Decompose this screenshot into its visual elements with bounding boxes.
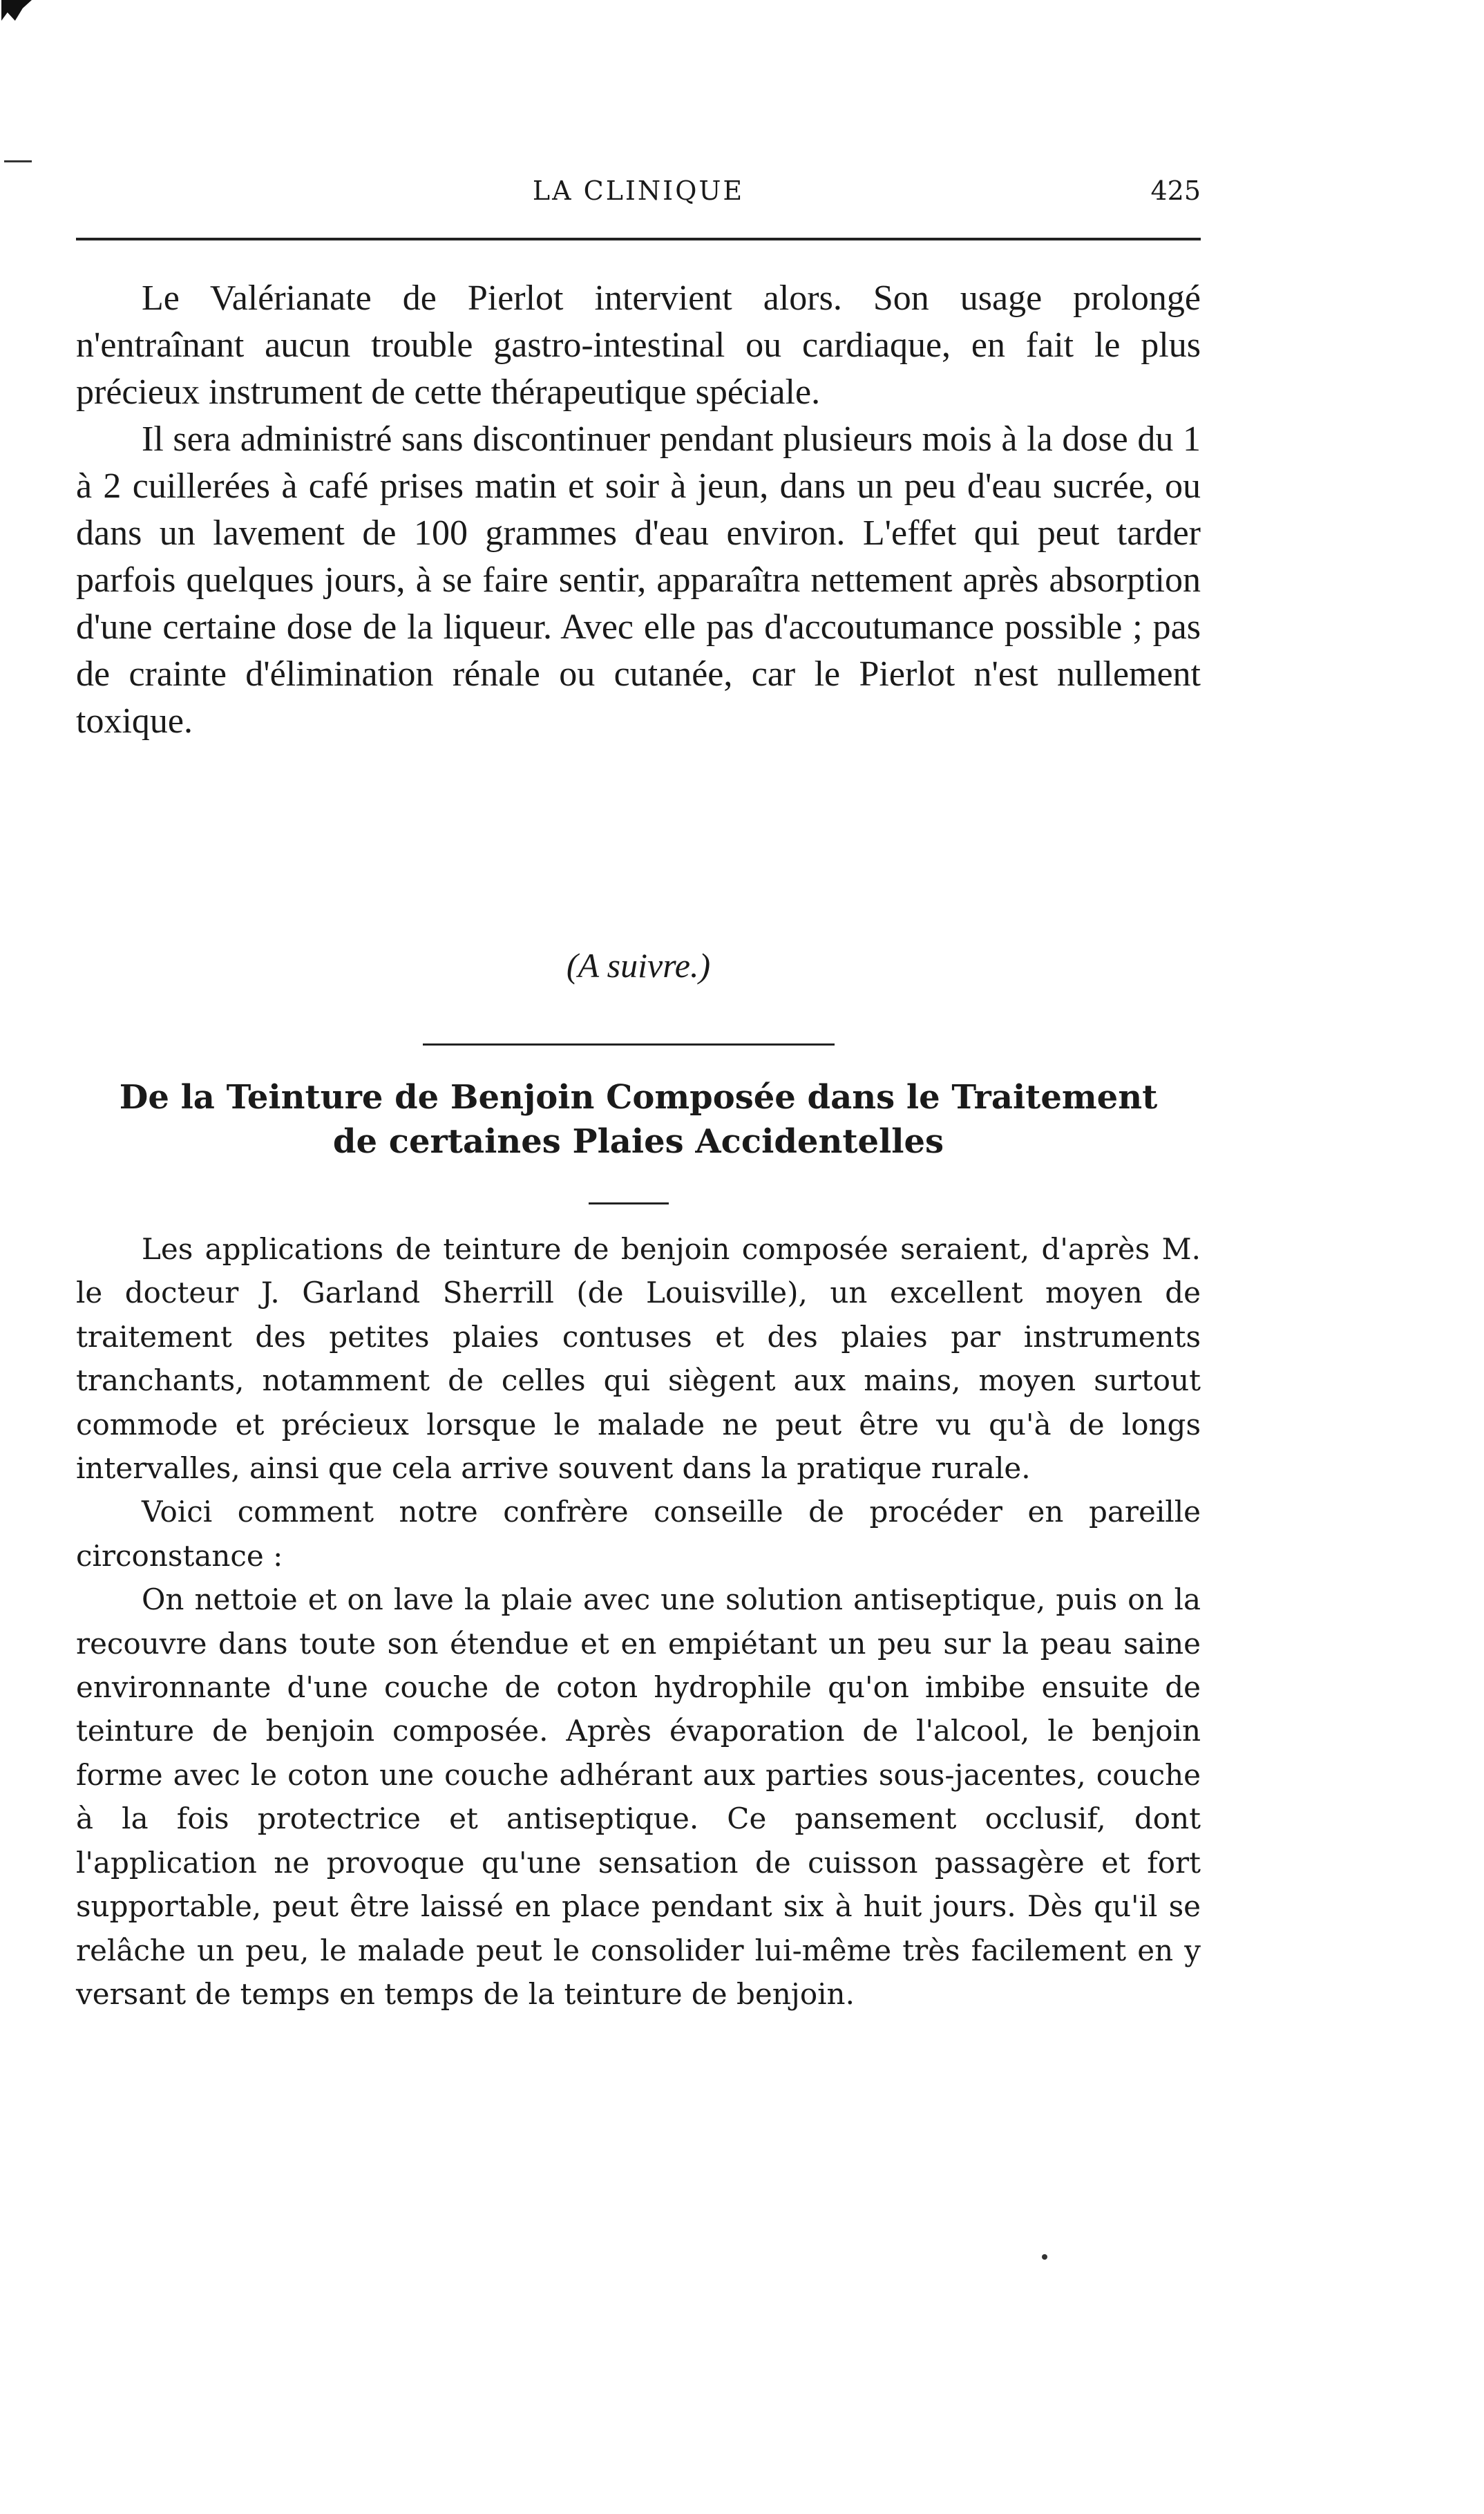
continuation-note: (A suivre.) — [566, 946, 711, 985]
running-header — [76, 176, 1201, 217]
paragraph: Le Valérianate de Pierlot intervient alors. Son usage prolongé n'entraînant aucun trouble gastro-intestinal ou cardiaque, en fait le plus précieux instrument de cette thérapeutique spéciale. — [76, 278, 1201, 412]
paragraph: On nettoie et on lave la plaie avec une solution antiseptique, puis on la recouvre dans toute son étendue et en empiétant un peu sur la peau saine environnante d'une couche de coton hydrophile qu'on imbibe ensuite de teinture de benjoin composée. Après évaporation de l'alcool, le benjoin forme avec le coton une couche adhérant aux parties sous-jacentes, couche à la fois protectrice et antiseptique. Ce pansement occlusif, dont l'application ne provoque qu'une sensation de cuisson passagère et fort supportable, peut être laissé en place pendant six à huit jours. Dès qu'il se relâche un peu, le malade peut le consolider lui-même très facilement en y versant de temps en temps de la teinture de benjoin. — [76, 1582, 1201, 2011]
title-rule — [589, 1202, 669, 1204]
article-title — [76, 1075, 1201, 1164]
section-valerianate — [76, 275, 1201, 745]
paragraph: Les applications de teinture de benjoin composée seraient, d'après M. le docteur J. Garland Sherrill (de Louisville), un excellent moyen de traitement des petites plaies contuses et des plaies par instruments tranchants, notamment de celles qui siègent aux mains, moyen surtout commode et précieux lorsque le malade ne peut être vu qu'à de longs intervalles, ainsi que cela arrive souvent dans la pratique rurale. — [76, 1232, 1201, 1486]
running-title: LA CLINIQUE — [532, 176, 745, 206]
paragraph: Voici comment notre confrère conseille de procéder en pareille circonstance : — [76, 1495, 1201, 1573]
ink-dot — [1042, 2254, 1047, 2260]
section-separator — [423, 1043, 835, 1046]
article-title-line: de certaines Plaies Accidentelles — [332, 1122, 944, 1161]
page-number: 425 — [1150, 176, 1201, 206]
article-title-line: De la Teinture de Benjoin Composée dans le Traitement — [119, 1078, 1158, 1117]
article-body — [76, 1227, 1201, 2016]
corner-ink-mark — [1, 0, 32, 21]
header-rule — [76, 238, 1201, 240]
margin-dash-mark — [4, 160, 32, 162]
paragraph: Il sera administré sans discontinuer pendant plusieurs mois à la dose du 1 à 2 cuillerées à café prises matin et soir à jeun, dans un peu d'eau sucrée, ou dans un lavement de 100 grammes d'eau environ. L'effet qui peut tarder parfois quelques jours, à se faire sentir, apparaîtra nettement après absorption d'une certaine dose de la liqueur. Avec elle pas d'accoutumance possible ; pas de crainte d'élimination rénale ou cutanée, car le Pierlot n'est nullement toxique. — [76, 419, 1201, 741]
